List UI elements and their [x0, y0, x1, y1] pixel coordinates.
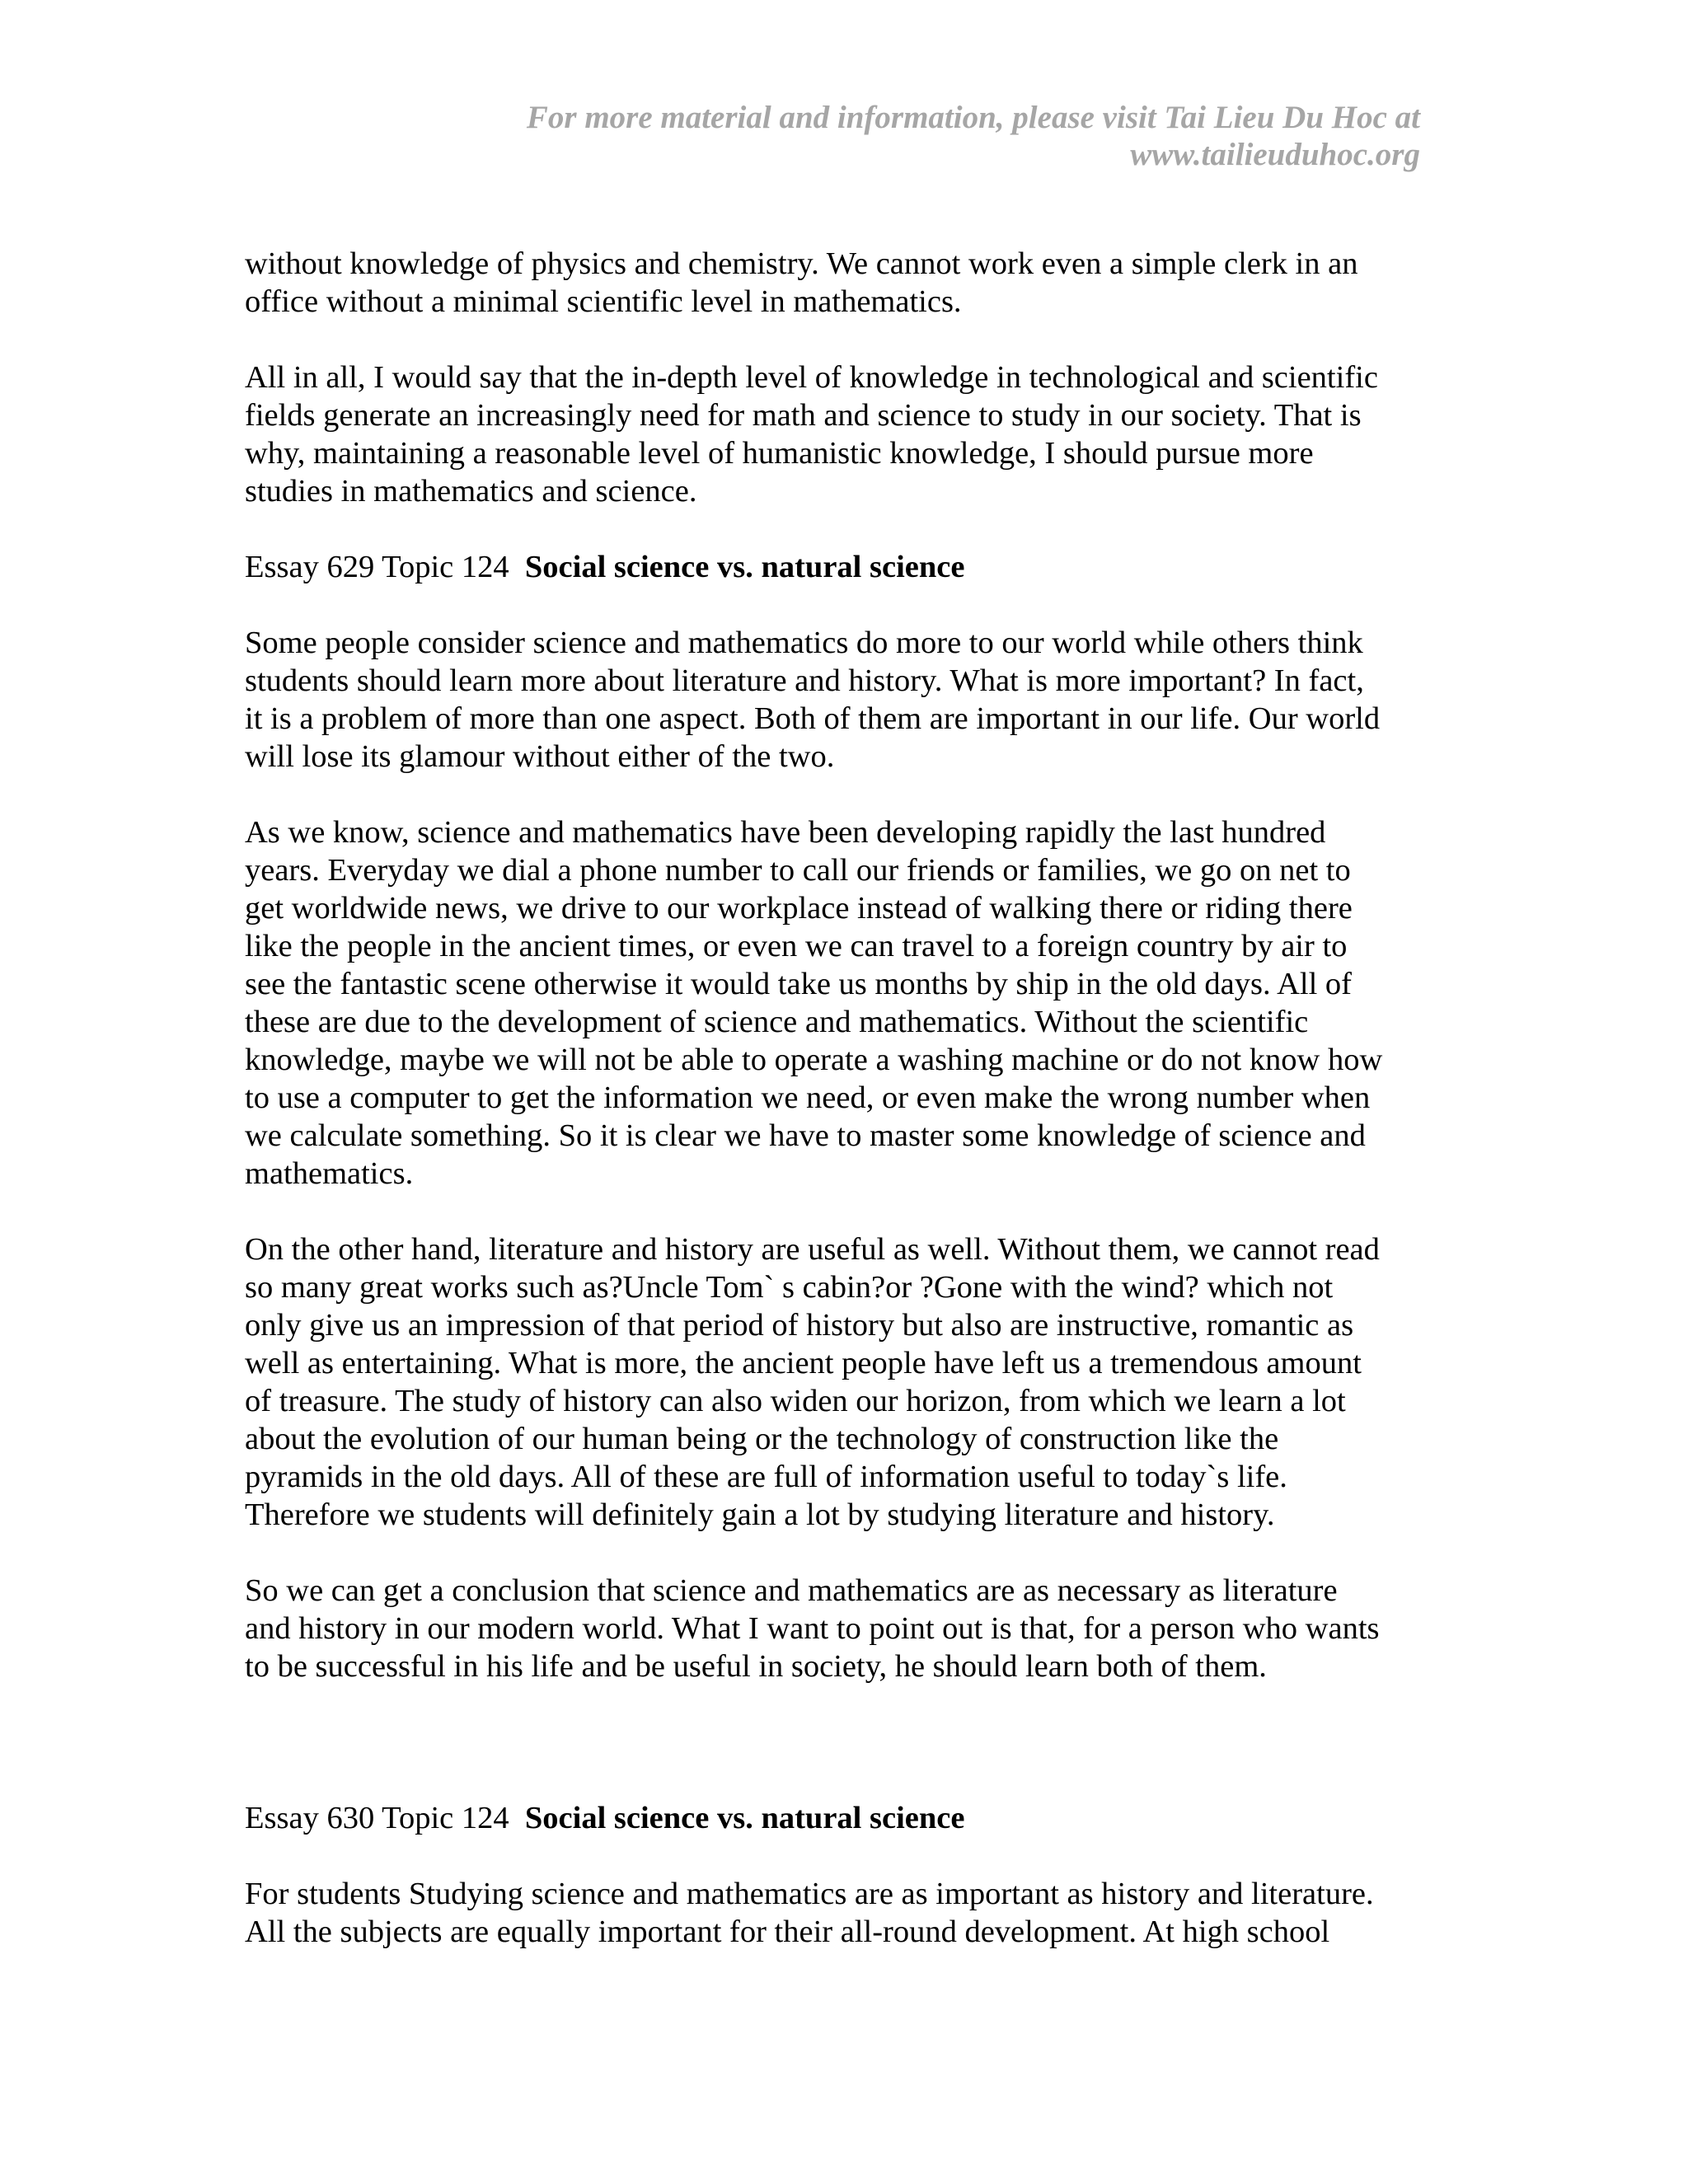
paragraph: [245, 1875, 1448, 1951]
text-line: about the evolution of our human being or the technology of construction like the: [245, 1422, 1279, 1456]
essay-title: Social science vs. natural science: [524, 1801, 965, 1835]
text-line: knowledge, maybe we will not be able to operate a washing machine or do not know how: [245, 1043, 1383, 1077]
essay-heading: [245, 548, 1448, 586]
text-line: and history in our modern world. What I want to point out is that, for a person who wants: [245, 1611, 1380, 1646]
text-line: we calculate something. So it is clear we have to master some knowledge of science and: [245, 1118, 1366, 1153]
essay-title: Social science vs. natural science: [524, 550, 965, 584]
paragraph: [245, 1230, 1448, 1534]
text-line: pyramids in the old days. All of these are full of information useful to today`s life.: [245, 1460, 1287, 1494]
text-line: see the fantastic scene otherwise it would take us months by ship in the old days. All of: [245, 967, 1352, 1001]
text-line: only give us an impression of that period of history but also are instructive, romantic as: [245, 1308, 1354, 1343]
text-line: students should learn more about literature and history. What is more important? In fact,: [245, 663, 1364, 698]
text-line: so many great works such as?Uncle Tom` s cabin?or ?Gone with the wind? which not: [245, 1270, 1334, 1305]
text-line: As we know, science and mathematics have been developing rapidly the last hundred: [245, 815, 1326, 850]
header-line-2: www.tailieuduhoc.org: [1130, 137, 1420, 172]
text-line: well as entertaining. What is more, the ancient people have left us a tremendous amount: [245, 1346, 1362, 1380]
text-line: without knowledge of physics and chemistry. We cannot work even a simple clerk in an: [245, 246, 1358, 281]
text-line: Some people consider science and mathematics do more to our world while others think: [245, 626, 1363, 660]
text-line: mathematics.: [245, 1156, 414, 1191]
text-line: why, maintaining a reasonable level of humanistic knowledge, I should pursue more: [245, 436, 1314, 471]
paragraph: [245, 624, 1448, 776]
essay-heading: [245, 1799, 1448, 1837]
text-line: office without a minimal scientific level in mathematics.: [245, 284, 962, 319]
page-header: [266, 99, 1420, 173]
paragraph: [245, 245, 1448, 321]
text-line: get worldwide news, we drive to our workplace instead of walking there or riding there: [245, 891, 1353, 926]
text-line: will lose its glamour without either of the two.: [245, 739, 835, 774]
text-line: these are due to the development of science and mathematics. Without the scientific: [245, 1005, 1309, 1039]
text-line: All in all, I would say that the in-depth level of knowledge in technological and scientific: [245, 360, 1378, 395]
paragraph: [245, 1572, 1448, 1685]
document-body: [245, 245, 1448, 1989]
essay-label: Essay 629 Topic 124: [245, 550, 509, 584]
paragraph: [245, 359, 1448, 510]
text-line: On the other hand, literature and history are useful as well. Without them, we cannot read: [245, 1232, 1380, 1267]
text-line: fields generate an increasingly need for math and science to study in our society. That is: [245, 398, 1362, 433]
text-line: of treasure. The study of history can also widen our horizon, from which we learn a lot: [245, 1384, 1346, 1418]
header-line-1: For more material and information, please visit Tai Lieu Du Hoc at: [526, 100, 1420, 135]
text-line: like the people in the ancient times, or even we can travel to a foreign country by air to: [245, 929, 1348, 963]
text-line: So we can get a conclusion that science and mathematics are as necessary as literature: [245, 1573, 1338, 1608]
text-line: For students Studying science and mathematics are as important as history and literature.: [245, 1877, 1374, 1911]
text-line: years. Everyday we dial a phone number to call our friends or families, we go on net to: [245, 853, 1351, 888]
text-line: studies in mathematics and science.: [245, 474, 697, 509]
text-line: Therefore we students will definitely gain a lot by studying literature and history.: [245, 1497, 1275, 1532]
paragraph: [245, 813, 1448, 1193]
text-line: to be successful in his life and be useful in society, he should learn both of them.: [245, 1649, 1267, 1684]
text-line: it is a problem of more than one aspect. Both of them are important in our life. Our world: [245, 701, 1381, 736]
text-line: to use a computer to get the information we need, or even make the wrong number when: [245, 1080, 1371, 1115]
text-line: All the subjects are equally important for their all-round development. At high school: [245, 1915, 1330, 1949]
essay-label: Essay 630 Topic 124: [245, 1801, 509, 1835]
blank-space: [245, 1723, 1448, 1799]
